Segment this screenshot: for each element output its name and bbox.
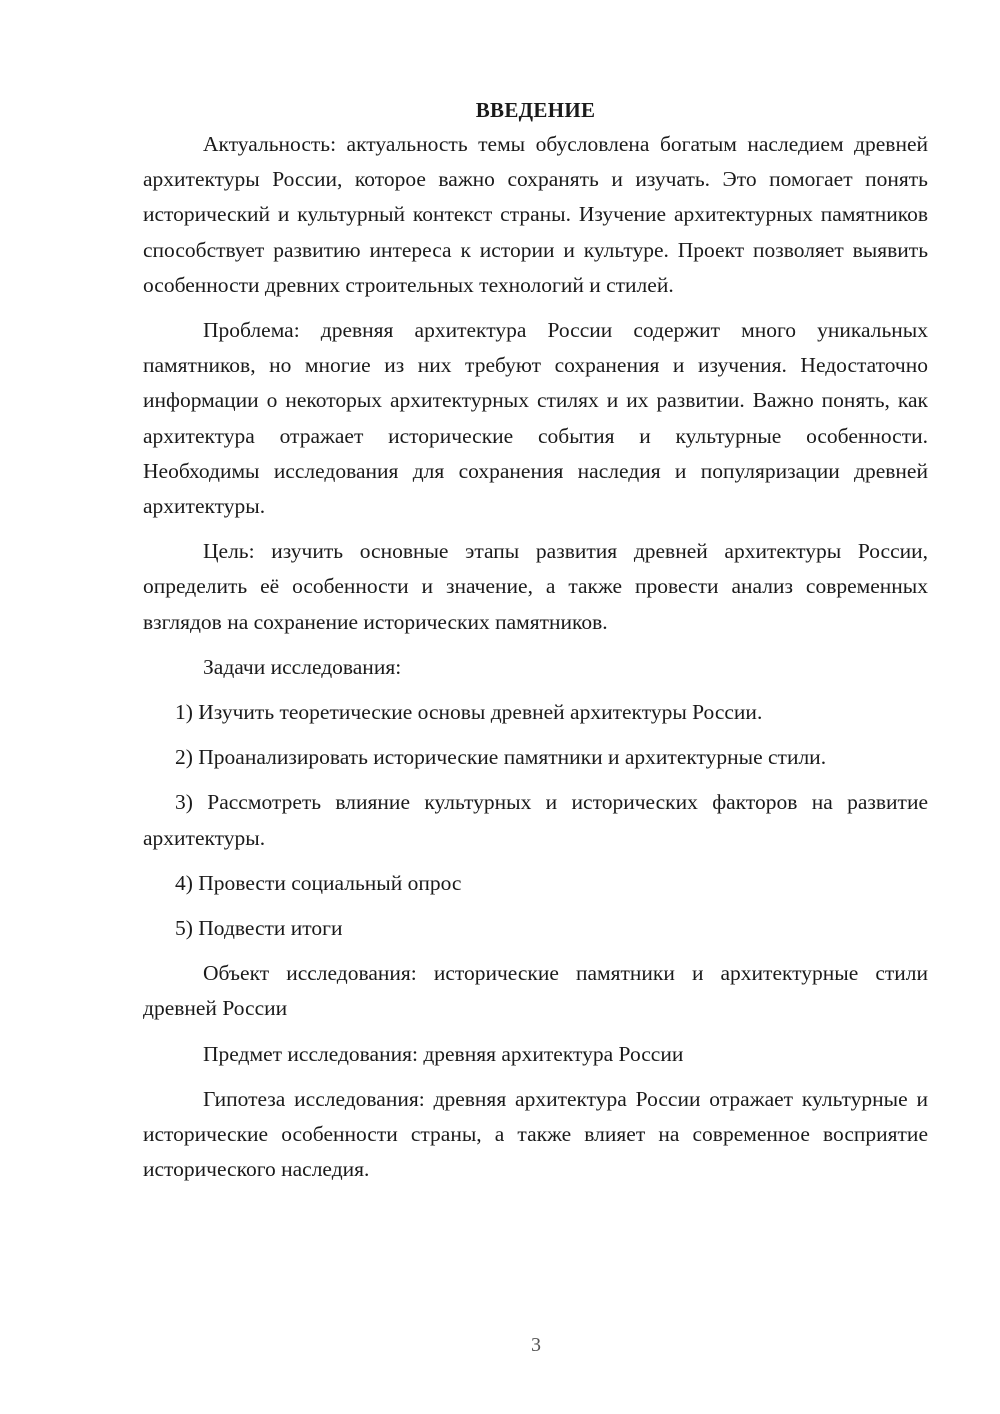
document-page xyxy=(143,95,928,1187)
task-item-5: 5) Подвести итоги xyxy=(175,916,343,941)
task-item-2: 2) Проанализировать исторические памятники и архитектурные стили. xyxy=(175,745,827,770)
page-number: 3 xyxy=(531,1334,541,1356)
object-paragraph: Объект исследования: исторические памятники и архитектурные стили древней России xyxy=(143,961,928,1021)
task-item-1: 1) Изучить теоретические основы древней архитектуры России. xyxy=(175,700,763,725)
task-item-3: 3) Рассмотреть влияние культурных и исторических факторов на развитие архитектуры. xyxy=(143,790,928,850)
subject-paragraph: Предмет исследования: древняя архитектура России xyxy=(203,1041,684,1066)
hypothesis-paragraph: Гипотеза исследования: древняя архитектура России отражает культурные и исторические особенности страны, а также влияет на современное восприятие исторического наследия. xyxy=(143,1086,928,1182)
tasks-heading: Задачи исследования: xyxy=(203,654,402,679)
task-item-4: 4) Провести социальный опрос xyxy=(175,870,462,895)
problem-paragraph: Проблема: древняя архитектура России содержит много уникальных памятников, но многие из них требуют сохранения и изучения. Недостаточно информации о некоторых архитектурных стилях и их развитии. Важно понять, как архитектура отражает исторические события и культурные особенности. Необходимы исследования для сохранения наследия и популяризации древней архитектуры. xyxy=(143,318,928,519)
relevance-paragraph: Актуальность: актуальность темы обусловлена богатым наследием древней архитектуры России, которое важно сохранять и изучать. Это помогает понять исторический и культурный контекст страны. Изучение архитектурных памятников способствует развитию интереса к истории и культуре. Проект позволяет выявить особенности древних строительных технологий и стилей. xyxy=(143,132,928,297)
section-title: ВВЕДЕНИЕ xyxy=(475,98,596,122)
goal-paragraph: Цель: изучить основные этапы развития древней архитектуры России, определить её особенности и значение, а также провести анализ современных взглядов на сохранение исторических памятников. xyxy=(143,539,928,634)
